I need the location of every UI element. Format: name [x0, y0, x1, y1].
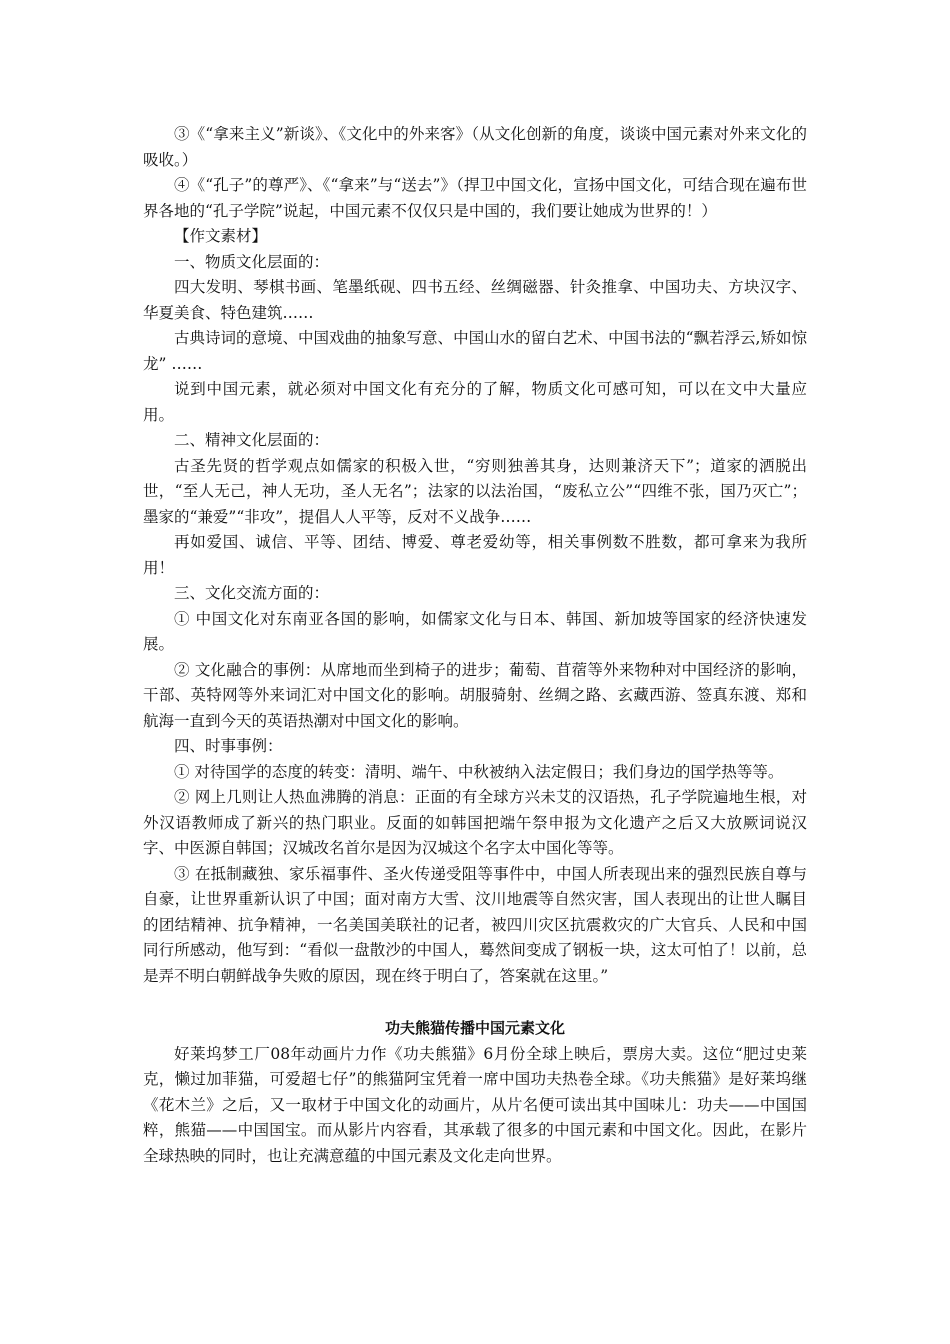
article-title: 功夫熊猫传播中国元素文化: [384, 1019, 565, 1037]
document-body: [143, 122, 807, 1169]
paragraph-philosophy: 古圣先贤的哲学观点如儒家的积极入世，“穷则独善其身，达则兼济天下”；道家的洒脱出世，“至人无己，神人无功，圣人无名”；法家的以法治国，“废私立公”“四维不张，国乃灭亡”；墨家的“兼爱”“非攻”，提倡人人平等，反对不义战争……: [143, 456, 807, 526]
paragraph-essay-title-4: ④《“孔子”的尊严》、《“拿来”与“送去”》（捍卫中国文化，宣扬中国文化，可结合现在遍布世界各地的“孔子学院”说起，中国元素不仅仅只是中国的，我们要让她成为世界的！）: [143, 176, 807, 220]
paragraph-event-1: ① 对待国学的态度的转变：清明、端午、中秋被纳入法定假日；我们身边的国学热等等。: [174, 762, 784, 781]
heading-current-events: 四、时事事例：: [174, 737, 283, 755]
paragraph-exchange-1: ① 中国文化对东南亚各国的影响，如儒家文化与日本、韩国、新加坡等国家的经济快速发展。: [143, 609, 807, 653]
heading-spiritual-culture: 二、精神文化层面的：: [174, 431, 330, 449]
paragraph-event-2: ② 网上几则让人热血沸腾的消息：正面的有全球方兴未艾的汉语热，孔子学院遍地生根，对外汉语教师成了新兴的热门职业。反面的如韩国把端午祭申报为文化遗产之后又大放厥词说汉字、中医源自韩国；汉城改名首尔是因为汉城这个名字太中国化等等。: [143, 788, 807, 857]
paragraph-event-3: ③ 在抵制藏独、家乐福事件、圣火传递受阻等事件中，中国人所表现出来的强烈民族自尊与自豪，让世界重新认识了中国；面对南方大雪、汶川地震等自然灾害，国人表现出的让世人瞩目的团结精神、抗争精神，一名美国美联社的记者，被四川灾区抗震救灾的广大官兵、人民和中国同行所感动，他写到：“看似一盘散沙的中国人，蓦然间变成了钢板一块，这太可怕了！以前，总是弄不明白朝鲜战争失败的原因，现在终于明白了，答案就在这里。”: [143, 864, 807, 985]
article-paragraph: 好莱坞梦工厂08年动画片力作《功夫熊猫》6月份全球上映后，票房大卖。这位“肥过史莱克，懒过加菲猫，可爱超七仔”的熊猫阿宝凭着一席中国功夫热卷全球。《功夫熊猫》是好莱坞继《花木兰》之后，又一取材于中国文化的动画片，从片名便可读出其中国味儿：功夫——中国国粹，熊猫——中国国宝。而从影片内容看，其承载了很多的中国元素和中国文化。因此，在影片全球热映的同时，也让充满意蕴的中国元素及文化走向世界。: [143, 1044, 807, 1165]
paragraph-virtues: 再如爱国、诚信、平等、团结、博爱、尊老爱幼等，相关事例数不胜数，都可拿来为我所用！: [143, 533, 807, 577]
heading-cultural-exchange: 三、文化交流方面的：: [174, 584, 330, 602]
heading-material-culture: 一、物质文化层面的：: [174, 252, 330, 271]
heading-essay-materials: 【作文素材】: [174, 227, 268, 245]
paragraph-material-usage: 说到中国元素，就必须对中国文化有充分的了解，物质文化可感可知，可以在文中大量应用。: [143, 380, 807, 424]
paragraph-exchange-2: ② 文化融合的事例：从席地而坐到椅子的进步；葡萄、苜蓿等外来物种对中国经济的影响，干部、英特网等外来词汇对中国文化的影响。胡服骑射、丝绸之路、玄藏西游、签真东渡、郑和航海一直到今天的英语热潮对中国文化的影响。: [143, 660, 807, 730]
paragraph-essay-title-3: ③《“拿来主义”新谈》、《文化中的外来客》（从文化创新的角度，谈谈中国元素对外来文化的吸收。）: [143, 125, 807, 169]
paragraph-material-list: 四大发明、琴棋书画、笔墨纸砚、四书五经、丝绸磁器、针灸推拿、中国功夫、方块汉字、华夏美食、特色建筑……: [143, 278, 807, 322]
paragraph-classical-arts: 古典诗词的意境、中国戏曲的抽象写意、中国山水的留白艺术、中国书法的“飘若浮云,矫如惊龙” ……: [143, 329, 807, 373]
